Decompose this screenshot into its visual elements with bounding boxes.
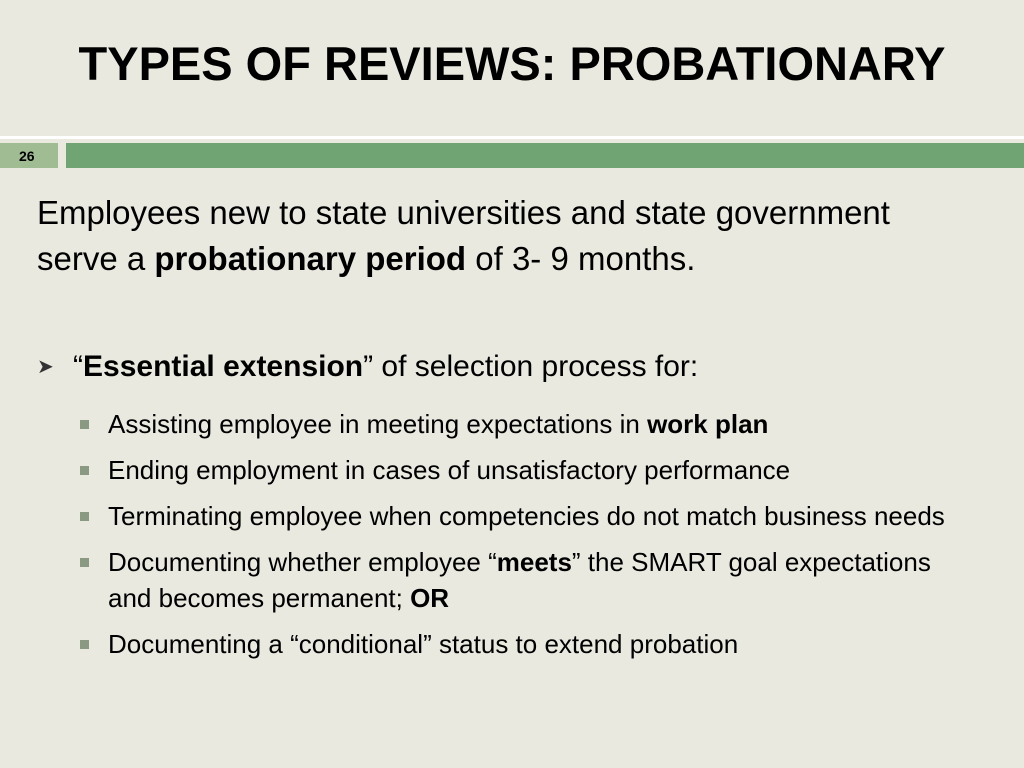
sub-bullet-bold: work plan	[647, 409, 769, 439]
square-bullet-icon	[80, 640, 89, 649]
sub-bullet-text: ” the SMART goal expectations and becomes permanent;	[108, 547, 931, 613]
list-item	[80, 452, 980, 488]
main-bullet	[37, 347, 997, 387]
square-bullet-icon	[80, 420, 89, 429]
main-bullet-open-quote: “	[73, 350, 83, 383]
sub-bullet-text: Documenting a “conditional” status to extend probation	[108, 629, 739, 659]
header-accent-bar	[66, 143, 1024, 168]
sub-bullet-text: Assisting employee in meeting expectations in	[108, 409, 648, 439]
intro-bold: probationary period	[154, 240, 467, 277]
sub-bullet-list	[80, 406, 980, 672]
sub-bullet-bold: OR	[410, 583, 450, 613]
sub-bullet-bold: meets	[496, 547, 572, 577]
square-bullet-icon	[80, 558, 89, 567]
title-divider	[0, 136, 1024, 139]
arrow-bullet-icon: ➤	[37, 356, 54, 378]
sub-bullet-text: Terminating employee when competencies do not match business needs	[108, 501, 945, 531]
list-item	[80, 544, 980, 616]
intro-paragraph	[37, 190, 977, 282]
sub-bullet-text: Ending employment in cases of unsatisfactory performance	[108, 455, 791, 485]
square-bullet-icon	[80, 466, 89, 475]
intro-text-1: Employees new to state universities and state government serve a	[37, 194, 890, 277]
list-item	[80, 498, 980, 534]
slide-number: 26	[19, 148, 35, 164]
main-bullet-bold: Essential extension	[83, 350, 364, 383]
sub-bullet-text: Documenting whether employee “	[108, 547, 497, 577]
square-bullet-icon	[80, 512, 89, 521]
list-item	[80, 626, 980, 662]
intro-text-2: of 3- 9 months.	[466, 240, 696, 277]
slide-title: TYPES OF REVIEWS: PROBATIONARY	[78, 37, 946, 90]
main-bullet-rest: ” of selection process for:	[363, 350, 699, 383]
slide-number-box	[0, 143, 58, 168]
list-item	[80, 406, 980, 442]
